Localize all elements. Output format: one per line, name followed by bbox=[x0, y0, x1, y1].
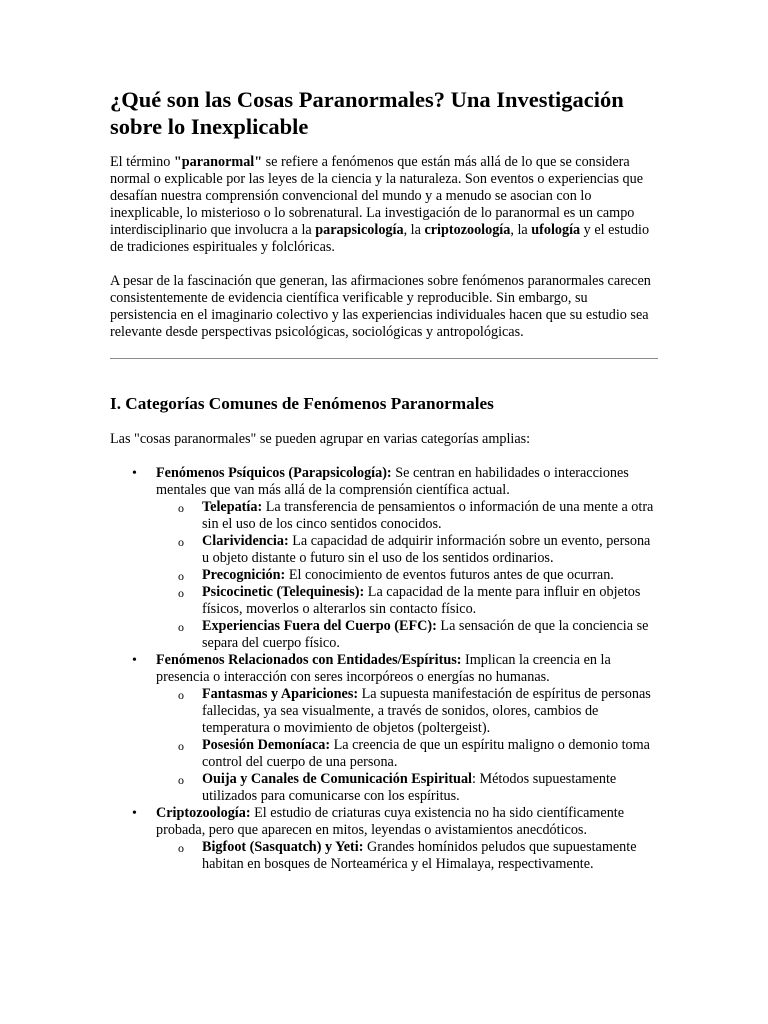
circle-bullet-icon: o bbox=[178, 773, 184, 787]
circle-bullet-icon: o bbox=[178, 501, 184, 515]
intro-paragraph-1 bbox=[110, 154, 658, 256]
circle-bullet-icon: o bbox=[178, 620, 184, 634]
item-term: Experiencias Fuera del Cuerpo (EFC): bbox=[202, 618, 437, 634]
list-item bbox=[178, 839, 658, 873]
category-desc: El estudio de criaturas cuya existencia no ha sido científicamente probada, pero que aparecen en mitos, leyendas o avistamientos anecdóticos. bbox=[156, 805, 625, 838]
list-item bbox=[132, 465, 658, 652]
item-desc: La capacidad de adquirir información sobre un evento, persona u objeto distante o futuro sin el uso de los sentidos ordinarios. bbox=[202, 533, 651, 566]
list-item bbox=[178, 686, 658, 737]
item-desc: La capacidad de la mente para influir en objetos físicos, moverlos o alterarlos sin contacto físico. bbox=[202, 584, 641, 617]
item-term: Posesión Demoníaca: bbox=[202, 737, 331, 753]
section-intro: Las "cosas paranormales" se pueden agrupar en varias categorías amplias: bbox=[110, 431, 531, 447]
list-item bbox=[178, 567, 658, 584]
subcategory-list bbox=[156, 839, 658, 873]
term-criptozoologia: criptozoología bbox=[424, 222, 511, 238]
subcategory-list bbox=[156, 686, 658, 805]
section-heading: I. Categorías Comunes de Fenómenos Paranormales bbox=[110, 394, 494, 413]
list-item bbox=[178, 771, 658, 805]
intro-text: , la bbox=[403, 222, 425, 238]
bullet-icon: • bbox=[132, 466, 137, 481]
circle-bullet-icon: o bbox=[178, 569, 184, 583]
term-paranormal: "paranormal" bbox=[173, 154, 263, 170]
intro-text: y el estudio de tradiciones espirituales y folclóricas. bbox=[110, 222, 650, 255]
category-desc: Se centran en habilidades o interacciones mentales que van más allá de la comprensión científica actual. bbox=[156, 465, 629, 498]
intro-text: se refiere a fenómenos que están más allá de lo que se considera normal o explicable por las leyes de la ciencia y la naturaleza. Son eventos o experiencias que desafían nuestra comprensión convencional del mundo y a menudo se asocian con lo inexplicable, lo misterioso o lo sobrenatural. La investigación de lo paranormal es un campo interdisciplinario que involucra a la bbox=[110, 154, 643, 238]
item-term: Fantasmas y Apariciones: bbox=[202, 686, 359, 702]
item-desc: El conocimiento de eventos futuros antes de que ocurran. bbox=[285, 567, 614, 583]
item-term: Bigfoot (Sasquatch) y Yeti: bbox=[202, 839, 364, 855]
item-desc: La creencia de que un espíritu maligno o demonio toma control del cuerpo de una persona. bbox=[202, 737, 650, 770]
list-item bbox=[178, 499, 658, 533]
item-term: Precognición: bbox=[202, 567, 286, 583]
item-desc: La supuesta manifestación de espíritus de personas fallecidas, ya sea visualmente, a través de sonidos, olores, cambios de temperatura o movimiento de objetos (poltergeist). bbox=[202, 686, 651, 736]
circle-bullet-icon: o bbox=[178, 739, 184, 753]
list-item bbox=[178, 737, 658, 771]
category-term: Fenómenos Psíquicos (Parapsicología): bbox=[156, 465, 392, 481]
item-desc: La transferencia de pensamientos o información de una mente a otra sin el uso de los cinco sentidos conocidos. bbox=[202, 499, 654, 532]
circle-bullet-icon: o bbox=[178, 535, 184, 549]
document-page bbox=[110, 86, 658, 873]
circle-bullet-icon: o bbox=[178, 688, 184, 702]
item-term: Clarividencia: bbox=[202, 533, 289, 549]
document-title: ¿Qué son las Cosas Paranormales? Una Investigación sobre lo Inexplicable bbox=[110, 87, 624, 139]
circle-bullet-icon: o bbox=[178, 586, 184, 600]
bullet-icon: • bbox=[132, 806, 137, 821]
section-divider bbox=[110, 358, 658, 359]
list-item bbox=[178, 533, 658, 567]
subcategory-list bbox=[156, 499, 658, 652]
intro-paragraph-2: A pesar de la fascinación que generan, las afirmaciones sobre fenómenos paranormales carecen consistentemente de evidencia científica verificable y reproducible. Sin embargo, su persistencia en el imaginario colectivo y las experiencias individuales hacen que su estudio sea relevante desde perspectivas psicológicas, sociológicas y antropológicas. bbox=[110, 273, 651, 340]
category-term: Fenómenos Relacionados con Entidades/Espíritus: bbox=[156, 652, 462, 668]
list-item bbox=[132, 652, 658, 805]
list-item bbox=[178, 618, 658, 652]
category-desc: Implican la creencia en la presencia o interacción con seres incorpóreos o energías no humanas. bbox=[156, 652, 611, 685]
list-item bbox=[178, 584, 658, 618]
item-term: Telepatía: bbox=[202, 499, 263, 515]
category-list bbox=[110, 465, 658, 873]
term-ufologia: ufología bbox=[531, 222, 581, 238]
item-term: Psicocinetic (Telequinesis): bbox=[202, 584, 365, 600]
list-item bbox=[132, 805, 658, 873]
item-term: Ouija y Canales de Comunicación Espiritual bbox=[202, 771, 472, 787]
circle-bullet-icon: o bbox=[178, 841, 184, 855]
item-desc: La sensación de que la conciencia se separa del cuerpo físico. bbox=[202, 618, 649, 651]
intro-text: , la bbox=[510, 222, 532, 238]
item-desc: Grandes homínidos peludos que supuestamente habitan en bosques de Norteamérica y el Himalaya, respectivamente. bbox=[202, 839, 637, 872]
category-term: Criptozoología: bbox=[156, 805, 251, 821]
item-desc: : Métodos supuestamente utilizados para comunicarse con los espíritus. bbox=[202, 771, 617, 804]
bullet-icon: • bbox=[132, 653, 137, 668]
term-parapsicologia: parapsicología bbox=[315, 222, 404, 238]
intro-text: El término bbox=[110, 154, 174, 170]
